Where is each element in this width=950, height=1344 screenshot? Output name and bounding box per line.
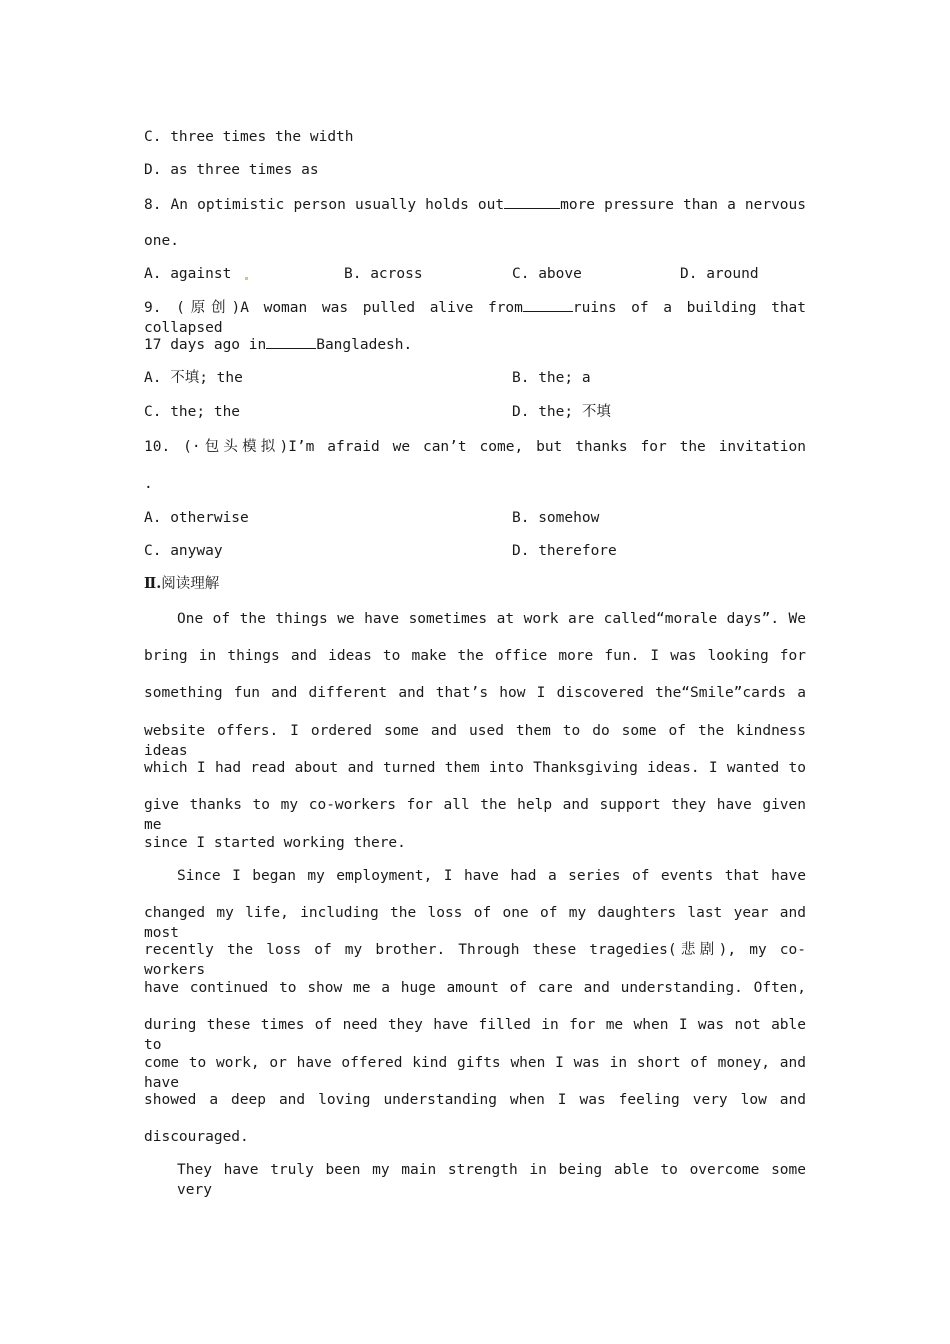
passage-p3-line: They have truly been my main strength in being able to overcome some very	[177, 1162, 806, 1198]
answer-blank	[523, 297, 573, 312]
passage-p2-line: discouraged.	[144, 1129, 249, 1145]
section-heading	[144, 574, 806, 594]
section-title: 阅读理解	[161, 576, 220, 592]
q8-text-b: more pressure than a nervous	[560, 197, 806, 213]
answer-blank	[504, 194, 560, 209]
option-c: C. anyway	[144, 543, 223, 559]
option-d: D. around	[680, 266, 759, 282]
option-d: D. therefore	[512, 543, 617, 559]
question-9-options-row-1	[144, 368, 806, 388]
passage-p1-line: since I started working there.	[144, 835, 406, 851]
option-a: A. otherwise	[144, 510, 249, 526]
speck-mark	[245, 277, 248, 280]
passage-p1-line: bring in things and ideas to make the office more fun. I was looking for	[144, 648, 806, 664]
passage-p1-line: give thanks to my co-workers for all the help and support they have given me	[144, 797, 806, 833]
q9-text-d: Bangladesh.	[316, 337, 413, 353]
question-8-line-1	[144, 194, 806, 215]
passage-p1-line: which I had read about and turned them into Thanksgiving ideas. I wanted to	[144, 760, 806, 776]
passage-p2-line: come to work, or have offered kind gifts when I was in short of money, and have	[144, 1055, 806, 1091]
option-d: D. the; 不填	[512, 404, 611, 420]
passage-p1-line: something fun and different and that’s how I discovered the“Smile”cards a	[144, 685, 806, 701]
question-10-options-row-2	[144, 541, 806, 561]
option-b: B. across	[344, 266, 423, 282]
option-c: C. the; the	[144, 404, 241, 420]
option-a: A. 不填; the	[144, 370, 243, 386]
passage-p2-line: recently the loss of my brother. Through these tragedies(悲剧), my co-workers	[144, 942, 806, 978]
option-a: A. against	[144, 266, 232, 282]
option-b: B. the; a	[512, 370, 591, 386]
q9-text-a: 9. (原创)A woman was pulled alive from	[144, 300, 523, 316]
question-10-line-1: 10. (·包头模拟)I’m afraid we can’t come, but thanks for the invitation	[144, 439, 806, 455]
passage-p2-line: during these times of need they have filled in for me when I was not able to	[144, 1017, 806, 1053]
passage-p2-line: changed my life, including the loss of one of my daughters last year and most	[144, 905, 806, 941]
passage-p1-line: website offers. I ordered some and used them to do some of the kindness ideas	[144, 723, 806, 759]
option-c-q7: C. three times the width	[144, 129, 354, 145]
option-c: C. above	[512, 266, 582, 282]
q9-text-b: ruins of a building that collapsed	[144, 300, 807, 336]
answer-blank	[266, 334, 316, 349]
passage-p2-line: showed a deep and loving understanding when I was feeling very low and	[144, 1092, 806, 1108]
option-d-q7: D. as three times as	[144, 162, 319, 178]
question-9-line-1	[144, 297, 806, 338]
q9-text-c: 17 days ago in	[144, 337, 267, 353]
passage-p2-line: Since I began my employment, I have had a series of events that have	[177, 868, 806, 884]
question-10-line-2: .	[144, 476, 153, 492]
passage-p2-line: have continued to show me a huge amount of care and understanding. Often,	[144, 980, 806, 996]
q8-text-a: 8. An optimistic person usually holds out	[144, 197, 505, 213]
passage-p1-line: One of the things we have sometimes at work are called“morale days”. We	[177, 611, 806, 627]
question-9-options-row-2	[144, 402, 806, 422]
section-number: Ⅱ.	[144, 575, 162, 592]
question-8-line-2: one.	[144, 233, 179, 249]
question-8-options	[144, 264, 806, 284]
question-10-options-row-1	[144, 508, 806, 528]
option-b: B. somehow	[512, 510, 600, 526]
question-9-line-2	[144, 334, 806, 355]
